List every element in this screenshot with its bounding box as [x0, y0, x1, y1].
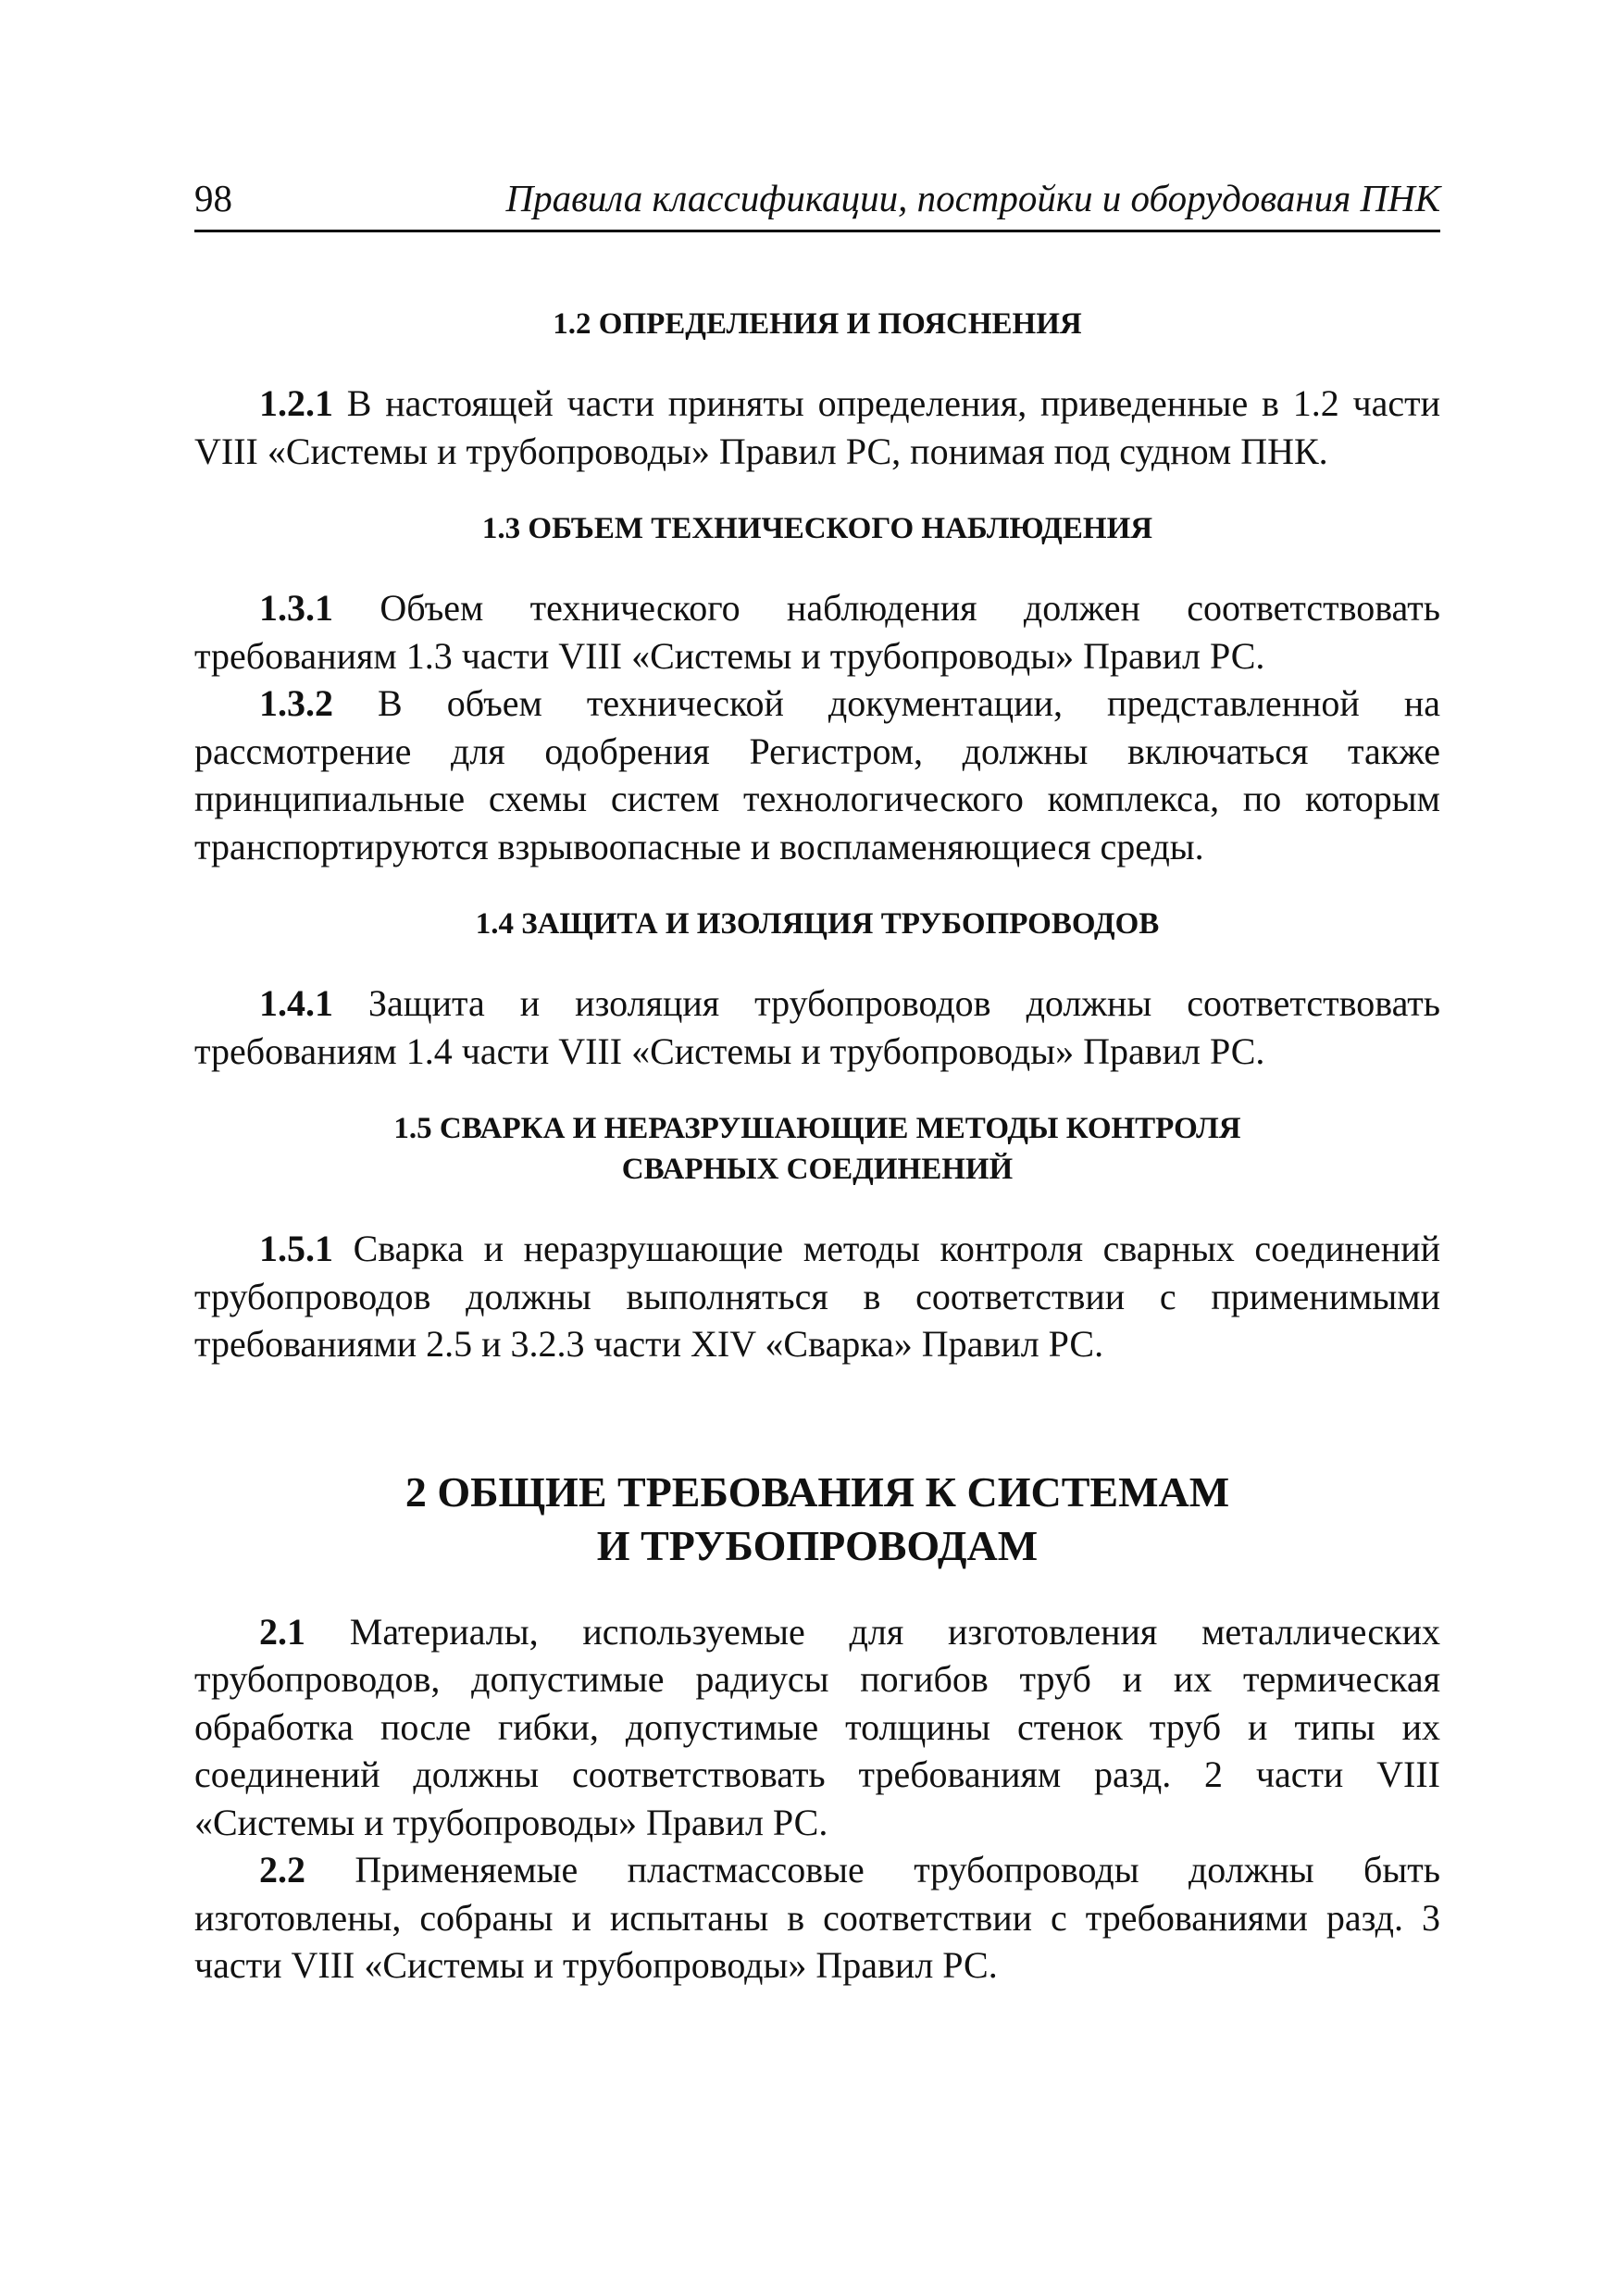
paragraph-text: Сварка и неразрушающие методы контроля сварных соединений трубопроводов должны выполняться в соответствии с применимыми требованиями 2.5 и 3.2.3 части XIV «Сварка» Правил РС.	[194, 1228, 1441, 1365]
paragraph-number: 1.4.1	[259, 982, 333, 1024]
chapter-heading-line-2: И ТРУБОПРОВОДАМ	[596, 1521, 1039, 1569]
section-heading-line-1: 1.5 СВАРКА И НЕРАЗРУШАЮЩИЕ МЕТОДЫ КОНТРОЛЯ	[393, 1112, 1241, 1145]
paragraph-1-3-2	[194, 680, 1440, 870]
paragraph-number: 1.3.1	[259, 587, 333, 629]
paragraph-1-5-1	[194, 1225, 1440, 1368]
paragraph-number: 1.5.1	[259, 1228, 333, 1269]
chapter-heading-line-1: 2 ОБЩИЕ ТРЕБОВАНИЯ К СИСТЕМАМ	[404, 1467, 1230, 1516]
paragraph-number: 2.2	[259, 1849, 305, 1890]
paragraph-2-2	[194, 1846, 1440, 1990]
running-title: Правила классификации, постройки и оборудования ПНК	[505, 177, 1440, 219]
paragraph-text: В объем технической документации, представленной на рассмотрение для одобрения Регистром, должны включаться также принципиальные схемы систем технологического комплекса, по которым транспортируются взрывоопасные и воспламеняющиеся среды.	[194, 682, 1440, 867]
document-page	[194, 176, 1440, 1990]
page-number: 98	[194, 177, 232, 219]
running-header	[194, 176, 1440, 232]
paragraph-1-3-1	[194, 584, 1440, 680]
section-heading-1-5	[194, 1108, 1440, 1190]
paragraph-text: Защита и изоляция трубопроводов должны соответствовать требованиям 1.4 части VIII «Системы и трубопроводы» Правил РС.	[194, 982, 1441, 1072]
paragraph-text: Материалы, используемые для изготовления металлических трубопроводов, допустимые радиусы погибов труб и их термическая обработка после гибки, допустимые толщины стенок труб и типы их соединений должны соответствовать требованиям разд. 2 части VIII «Системы и трубопроводы» Правил РС.	[194, 1610, 1440, 1843]
paragraph-number: 1.2.1	[259, 382, 333, 424]
section-heading-1-2: 1.2 ОПРЕДЕЛЕНИЯ И ПОЯСНЕНИЯ	[553, 307, 1082, 341]
section-heading-line-2: СВАРНЫХ СОЕДИНЕНИЙ	[621, 1153, 1014, 1186]
paragraph-number: 1.3.2	[259, 682, 333, 724]
paragraph-text: В настоящей части приняты определения, приведенные в 1.2 части VIII «Системы и трубопроводы» Правил РС, понимая под судном ПНК.	[194, 382, 1441, 472]
paragraph-text: Объем технического наблюдения должен соответствовать требованиям 1.3 части VIII «Системы и трубопроводы» Правил РС.	[194, 587, 1441, 677]
section-heading-1-3: 1.3 ОБЪЕМ ТЕХНИЧЕСКОГО НАБЛЮДЕНИЯ	[481, 512, 1153, 545]
paragraph-1-4-1	[194, 980, 1440, 1075]
paragraph-1-2-1	[194, 380, 1440, 475]
paragraph-text: Применяемые пластмассовые трубопроводы должны быть изготовлены, собраны и испытаны в соответствии с требованиями разд. 3 части VIII «Системы и трубопроводы» Правил РС.	[194, 1849, 1440, 1986]
paragraph-2-1	[194, 1608, 1440, 1847]
section-heading-1-4: 1.4 ЗАЩИТА И ИЗОЛЯЦИЯ ТРУБОПРОВОДОВ	[475, 907, 1160, 941]
paragraph-number: 2.1	[259, 1610, 305, 1653]
chapter-heading-2	[194, 1466, 1440, 1573]
